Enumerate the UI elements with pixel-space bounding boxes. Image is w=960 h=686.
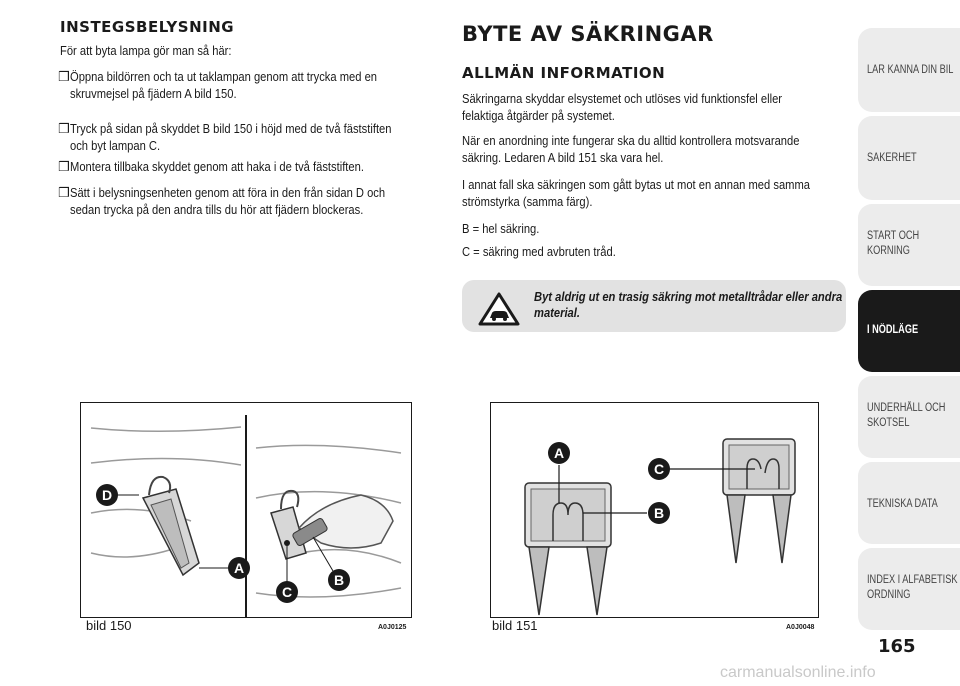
callout-b (328, 569, 350, 591)
tab-label: INDEX I ALFABETISK (867, 574, 958, 586)
checkbox-bullet-icon: ❒ (58, 69, 70, 84)
warning-triangle-car-icon (478, 292, 520, 326)
tab-label: SKÖTSEL (867, 417, 910, 429)
svg-text:D: D (101, 487, 113, 503)
list-item (58, 158, 498, 178)
warning-text-line: Byt aldrig ut en trasig säkring mot metalltrådar eller andra (534, 289, 843, 304)
body-paragraphs (462, 90, 846, 270)
callout-c (648, 458, 670, 480)
paragraph-line: I annat fall ska säkringen som gått bytas ut mot en annan med samma (462, 177, 811, 192)
list-item (58, 68, 498, 110)
tab-sakerhet[interactable] (858, 116, 960, 200)
tab-label: START OCH (867, 230, 920, 242)
section-heading-general-info: ALLMÄN INFORMATION (462, 64, 666, 82)
page-number: 165 (878, 636, 916, 657)
svg-text:A: A (233, 560, 245, 576)
watermark: carmanualsonline.info (720, 664, 876, 681)
figure-150-code: A0J0125 (378, 624, 407, 631)
tab-underhall-och-skotsel[interactable] (858, 376, 960, 458)
paragraph-line: B = hel säkring. (462, 221, 540, 236)
list-item-line: Öppna bildörren och ta ut taklampan genom att trycka med en (70, 69, 378, 84)
warning-box (462, 280, 846, 332)
svg-text:A: A (553, 445, 565, 461)
tab-label: I NÖDLÄGE (867, 324, 919, 336)
tab-label: KÖRNING (867, 245, 910, 257)
svg-text:B: B (653, 505, 665, 521)
tab-label: TEKNISKA DATA (867, 498, 938, 510)
list-item-line: skruvmejsel på fjädern A bild 150. (70, 86, 237, 101)
figure-151-code: A0J0048 (786, 624, 815, 631)
tab-label: SÄKERHET (867, 152, 917, 164)
warning-text-line: material. (534, 305, 580, 320)
paragraph-line: säkring. Ledaren A bild 151 ska vara hel. (462, 150, 664, 165)
tab-label: UNDERHÅLL OCH (867, 402, 946, 414)
list-item (58, 184, 498, 226)
tab-start-och-korning[interactable] (858, 204, 960, 286)
paragraph-line: När en anordning inte fungerar ska du alltid kontrollera motsvarande (462, 133, 800, 148)
list-item-line: sedan trycka på den andra tills du hör att fjädern blockeras. (70, 202, 364, 217)
paragraph-line: strömstyrka (samma färg). (462, 194, 593, 209)
page-title: BYTE AV SÄKRINGAR (462, 22, 714, 46)
callout-a (228, 557, 250, 579)
callout-b (648, 502, 670, 524)
paragraph-line: Säkringarna skyddar elsystemet och utlöses vid funktionsfel eller (462, 91, 783, 106)
paragraph-line: C = säkring med avbruten tråd. (462, 244, 616, 259)
list-item (58, 120, 498, 162)
list-item-line: Montera tillbaka skyddet genom att haka i de två fäststiften. (70, 159, 364, 174)
figure-151-image (490, 402, 819, 618)
tab-tekniska-data[interactable] (858, 462, 960, 544)
list-item-line: Sätt i belysningsenheten genom att föra in den från sidan D och (70, 185, 386, 200)
svg-text:B: B (333, 572, 345, 588)
tab-i-nodlage[interactable] (858, 290, 960, 372)
list-item-line: Tryck på sidan på skyddet B bild 150 i höjd med de två fäststiften (70, 121, 392, 136)
callout-c (276, 581, 298, 603)
section-heading-entry-light: INSTEGSBELYSNING (60, 18, 235, 36)
paragraph-line: felaktiga åtgärder på systemet. (462, 108, 615, 123)
callout-d (96, 484, 118, 506)
tab-label: ORDNING (867, 589, 911, 601)
tab-label: LÄR KÄNNA DIN BIL (867, 64, 954, 76)
checkbox-bullet-icon: ❒ (58, 185, 70, 200)
intro-text: För att byta lampa gör man så här: (60, 43, 232, 58)
checkbox-bullet-icon: ❒ (58, 121, 70, 136)
tab-lar-kanna-din-bil[interactable] (858, 28, 960, 112)
figure-150-image (80, 402, 412, 618)
checkbox-bullet-icon: ❒ (58, 159, 70, 174)
figure-150-caption: bild 150 (86, 618, 132, 633)
figure-151-caption: bild 151 (492, 618, 538, 633)
list-item-line: och byt lampan C. (70, 138, 161, 153)
bullet-list (58, 68, 498, 228)
svg-text:C: C (653, 461, 665, 477)
callout-a (548, 442, 570, 464)
tab-index-i-alfabetisk-ordning[interactable] (858, 548, 960, 630)
svg-text:C: C (281, 584, 293, 600)
